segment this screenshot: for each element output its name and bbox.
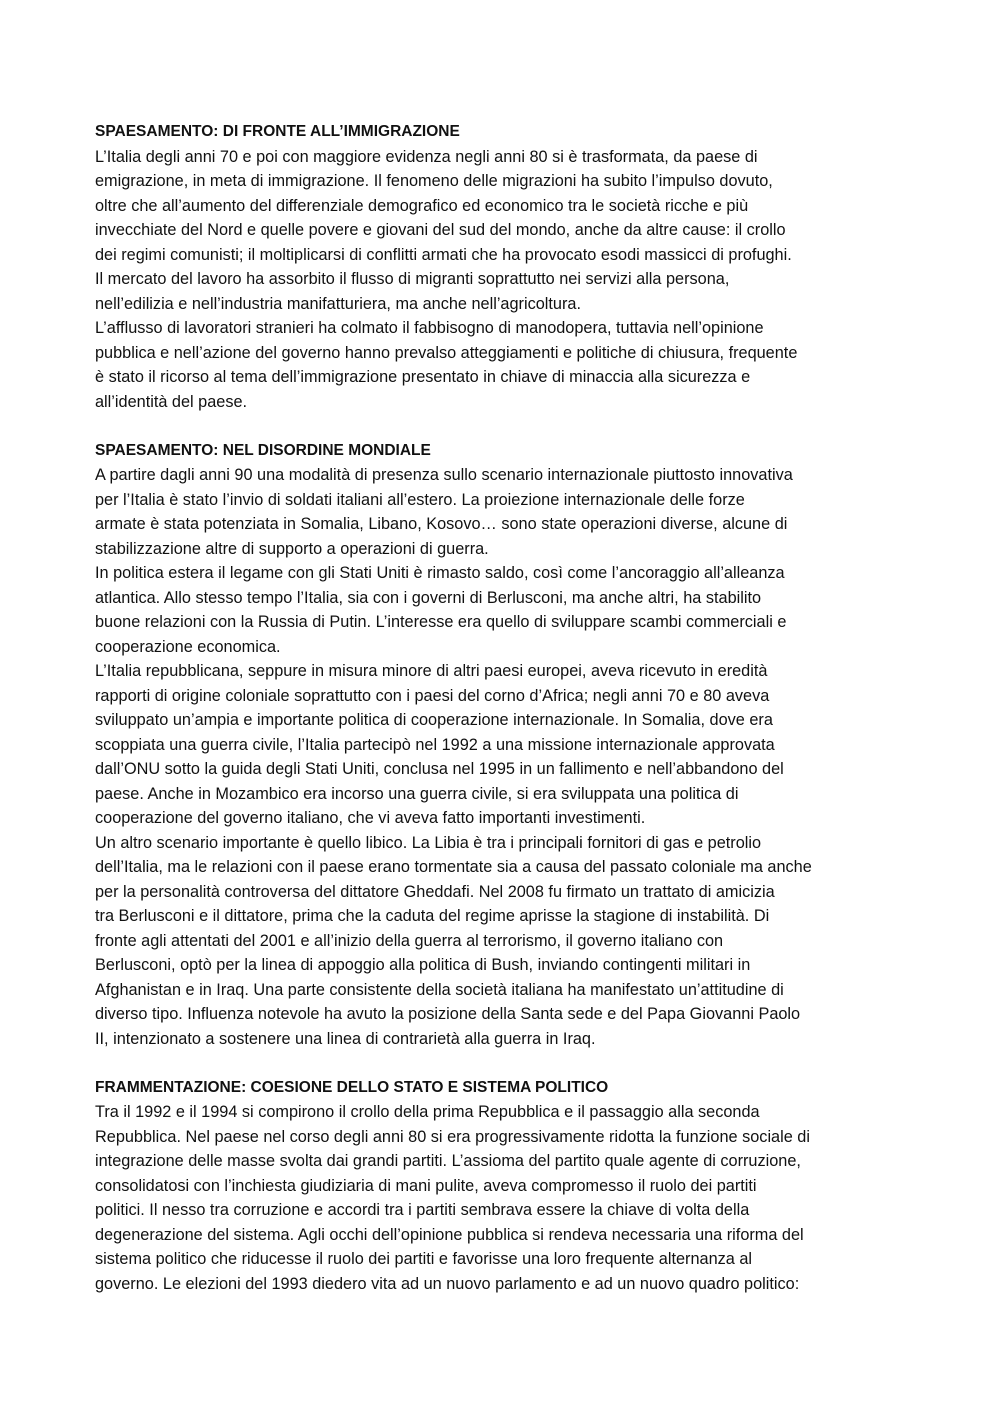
paragraph-line: governo. Le elezioni del 1993 diedero vita ad un nuovo parlamento e ad un nuovo quadro politico: — [95, 1274, 800, 1293]
section-heading: SPAESAMENTO: NEL DISORDINE MONDIALE — [95, 441, 431, 459]
paragraph-line: dei regimi comunisti; il moltiplicarsi di conflitti armati che ha provocato esodi massicci di profughi. — [95, 245, 792, 264]
paragraph-line: L’Italia repubblicana, seppure in misura minore di altri paesi europei, aveva ricevuto in eredità — [95, 662, 768, 680]
paragraph-line: scoppiata una guerra civile, l’Italia partecipò nel 1992 a una missione internazionale approvata — [95, 735, 775, 754]
paragraph-line: diverso tipo. Influenza notevole ha avuto la posizione della Santa sede e del Papa Giovanni Paolo — [95, 1005, 801, 1023]
document-page — [95, 120, 913, 1321]
paragraph-line: politici. Il nesso tra corruzione e accordi tra i partiti sembrava essere la chiave di volta della — [95, 1201, 750, 1219]
paragraph-line: all’identità del paese. — [95, 392, 248, 411]
paragraph-line: Tra il 1992 e il 1994 si compirono il crollo della prima Repubblica e il passaggio alla seconda — [95, 1103, 760, 1121]
paragraph-line: dall’ONU sotto la guida degli Stati Uniti, conclusa nel 1995 in un fallimento e nell’abbandono del — [95, 760, 784, 778]
paragraph-line: Il mercato del lavoro ha assorbito il flusso di migranti soprattutto nei servizi alla persona, — [95, 270, 730, 288]
section-heading: FRAMMENTAZIONE: COESIONE DELLO STATO E SISTEMA POLITICO — [95, 1078, 609, 1096]
paragraph-line: atlantica. Allo stesso tempo l’Italia, sia con i governi di Berlusconi, ma anche altri, ha stabilito — [95, 588, 762, 607]
document-section — [95, 1076, 913, 1297]
paragraph-line: II, intenzionato a sostenere una linea di contrarietà alla guerra in Iraq. — [95, 1029, 596, 1048]
document-section — [95, 120, 913, 414]
section-heading: SPAESAMENTO: DI FRONTE ALL’IMMIGRAZIONE — [95, 123, 460, 140]
paragraph-line: Berlusconi, optò per la linea di appoggio alla politica di Bush, inviando contingenti militari in — [95, 956, 751, 974]
paragraph-line: sistema politico che riducesse il ruolo dei partiti e favorisse una loro frequente alternanza al — [95, 1250, 753, 1268]
paragraph-line: cooperazione economica. — [95, 637, 281, 656]
paragraph-line: Repubblica. Nel paese nel corso degli anni 80 si era progressivamente ridotta la funzione sociale di — [95, 1127, 810, 1146]
paragraph-line: rapporti di origine coloniale soprattutto con i paesi del corno d’Africa; negli anni 70 e 80 aveva — [95, 686, 770, 705]
paragraph-line: per l’Italia è stato l’invio di soldati italiani all’estero. La proiezione internazionale delle forze — [95, 490, 745, 509]
paragraph-line: A partire dagli anni 90 una modalità di presenza sullo scenario internazionale piuttosto innovativa — [95, 466, 793, 484]
paragraph-line: fronte agli attentati del 2001 e all’inizio della guerra al terrorismo, il governo italiano con — [95, 931, 724, 950]
paragraph-line: Afghanistan e in Iraq. Una parte consistente della società italiana ha manifestato un’attitudine di — [95, 980, 784, 999]
paragraph-line: In politica estera il legame con gli Stati Uniti è rimasto saldo, così come l’ancoraggio all’alleanza — [95, 564, 785, 582]
paragraph-line: armate è stata potenziata in Somalia, Libano, Kosovo… sono state operazioni diverse, alcune di — [95, 515, 788, 533]
paragraph-line: invecchiate del Nord e quelle povere e giovani del sud del mondo, anche da altre cause: il crollo — [95, 221, 786, 239]
paragraph-line: cooperazione del governo italiano, che vi aveva fatto importanti investimenti. — [95, 809, 646, 827]
paragraph-line: L’afflusso di lavoratori stranieri ha colmato il fabbisogno di manodopera, tuttavia nell’opinione — [95, 319, 764, 337]
paragraph-line: stabilizzazione altre di supporto a operazioni di guerra. — [95, 539, 489, 558]
paragraph-line: buone relazioni con la Russia di Putin. L’interesse era quello di sviluppare scambi commerciali e — [95, 613, 787, 631]
document-section — [95, 439, 913, 1052]
paragraph-line: Un altro scenario importante è quello libico. La Libia è tra i principali fornitori di gas e petrolio — [95, 833, 762, 852]
paragraph-line: tra Berlusconi e il dittatore, prima che la caduta del regime aprisse la stagione di instabilità. Di — [95, 907, 770, 925]
paragraph-line: oltre che all’aumento del differenziale demografico ed economico tra le società ricche e più — [95, 196, 749, 215]
paragraph-line: degenerazione del sistema. Agli occhi dell’opinione pubblica si rendeva necessaria una riforma del — [95, 1225, 804, 1244]
paragraph-line: paese. Anche in Mozambico era incorso una guerra civile, si era sviluppata una politica di — [95, 784, 739, 803]
paragraph-line: dell’Italia, ma le relazioni con il paese erano tormentate sia a causa del passato coloniale ma anche — [95, 858, 812, 876]
paragraph-line: per la personalità controversa del dittatore Gheddafi. Nel 2008 fu firmato un trattato di amicizia — [95, 882, 775, 901]
paragraph-line: consolidatosi con l’inchiesta giudiziaria di mani pulite, aveva compromesso il ruolo dei partiti — [95, 1176, 757, 1195]
paragraph-line: integrazione delle masse svolta dai grandi partiti. L’assioma del partito quale agente di corruzione, — [95, 1152, 801, 1170]
paragraph-line: pubblica e nell’azione del governo hanno prevalso atteggiamenti e politiche di chiusura, frequente — [95, 343, 798, 362]
paragraph-line: nell’edilizia e nell’industria manifatturiera, ma anche nell’agricoltura. — [95, 294, 581, 313]
paragraph-line: emigrazione, in meta di immigrazione. Il fenomeno delle migrazioni ha subito l’impulso dovuto, — [95, 172, 773, 190]
paragraph-line: è stato il ricorso al tema dell’immigrazione presentato in chiave di minaccia alla sicurezza e — [95, 368, 751, 386]
paragraph-line: L’Italia degli anni 70 e poi con maggiore evidenza negli anni 80 si è trasformata, da paese di — [95, 147, 758, 166]
paragraph-line: sviluppato un’ampia e importante politica di cooperazione internazionale. In Somalia, dove era — [95, 711, 773, 729]
